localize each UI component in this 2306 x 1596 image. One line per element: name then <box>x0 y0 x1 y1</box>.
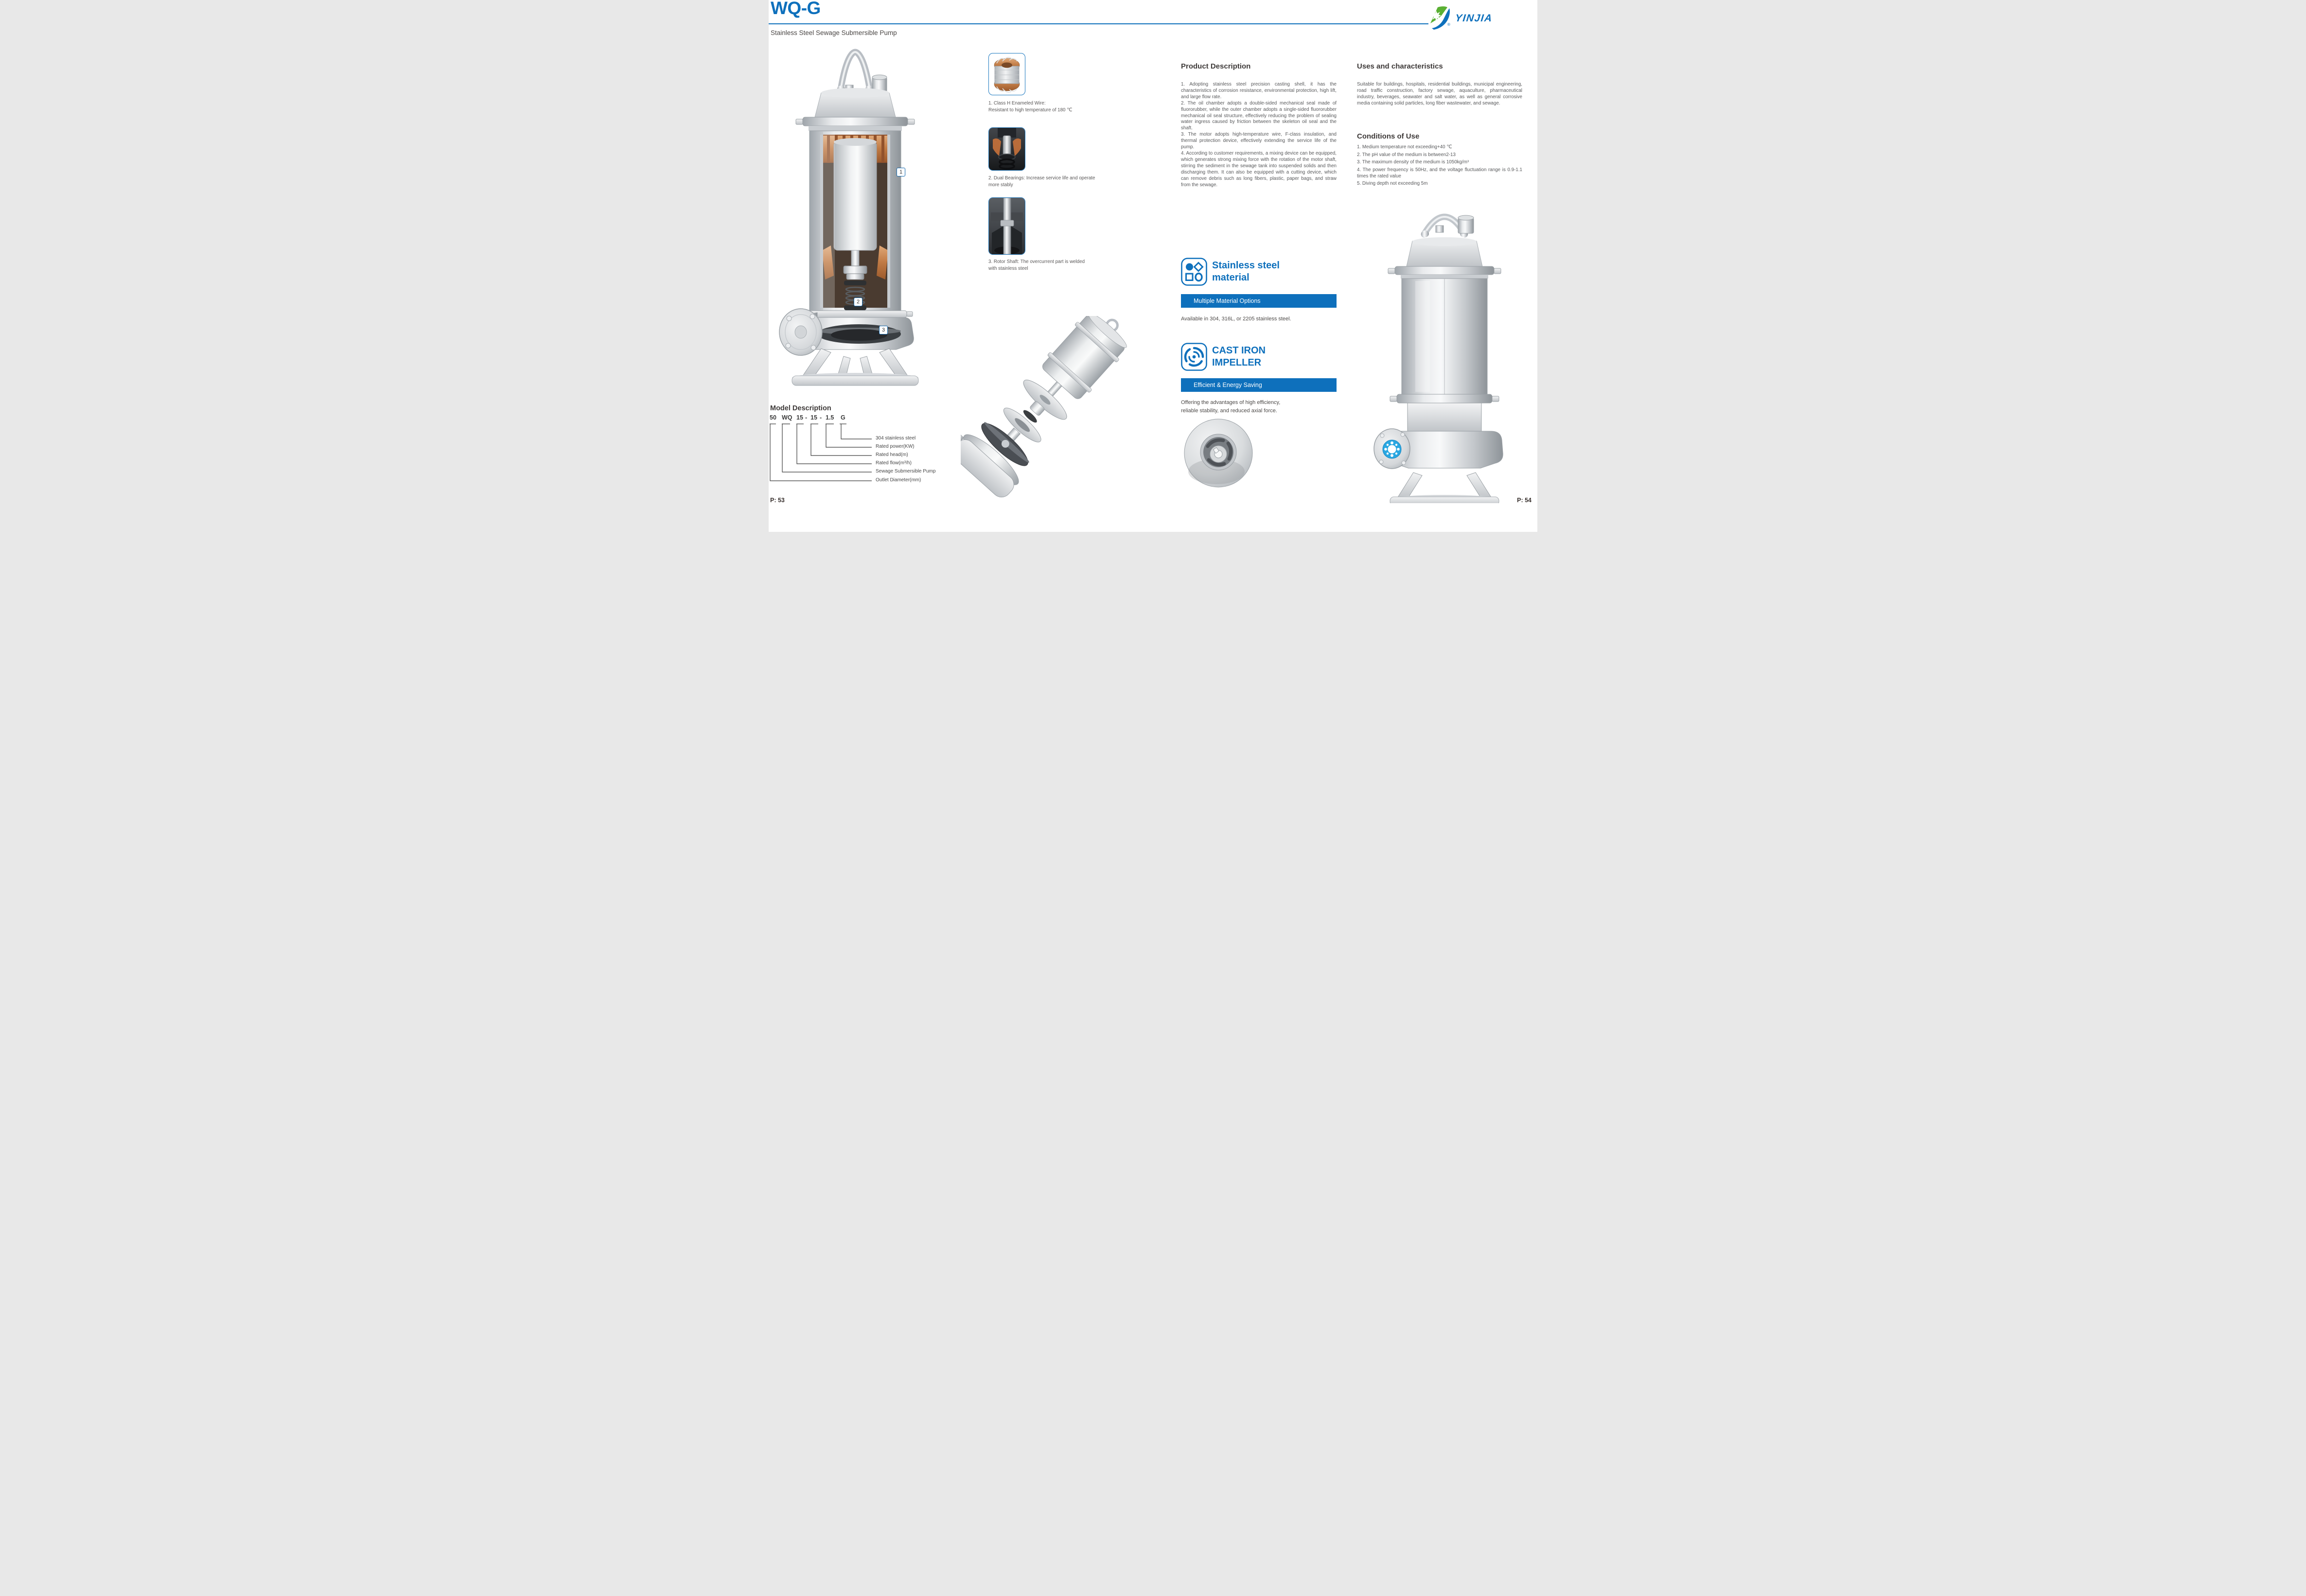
bearing-stack <box>844 266 867 280</box>
callout-1: 1 <box>897 168 905 176</box>
base-plate <box>792 376 918 386</box>
product-paragraph-2: 2. The oil chamber adopts a double-sided mechanical seal made of fluororubber, while the outer chamber adopts a single-sided fluororubber mechanical oil seal structure, effectively reducing the problem of sealing water ingress caused by friction between the skeleton oil seal and the shaft. <box>1181 100 1337 131</box>
feature-caption-1 <box>988 100 1130 114</box>
model-label-flow: Rated flow(m³/h) <box>876 460 912 466</box>
feature-caption-3 <box>988 259 1130 272</box>
product-paragraph-1: 1. Adopting stainless steel precision casting shell, it has the characteristics of corrosion resistance, environmental protection, high lift, and large flow rate. <box>1181 82 1337 100</box>
model-token-flow: 15 <box>796 414 803 421</box>
feature-image-enameled-wire <box>988 53 1025 95</box>
pump-cutaway-svg <box>773 46 938 386</box>
page-subtitle: Stainless Steel Sewage Submersible Pump <box>771 29 897 36</box>
model-token-dash2: - <box>820 414 822 421</box>
impeller-photo <box>1183 417 1255 491</box>
header-rule <box>769 23 1428 24</box>
feature-image-dual-bearings <box>988 127 1025 171</box>
condition-item-4: 4. The power frequency is 50Hz, and the voltage fluctuation range is 0.9-1.1 times the rated value <box>1357 167 1522 179</box>
material-shapes-icon <box>1181 258 1207 286</box>
impeller-note-line2: reliable stability, and reduced axial force. <box>1181 408 1277 414</box>
uses-heading: Uses and characteristics <box>1357 62 1443 70</box>
material-heading-line2: material <box>1212 272 1250 283</box>
condition-item-3: 3. The maximum density of the medium is 1050kg/m³ <box>1357 159 1469 165</box>
model-label-series: Sewage Submersible Pump <box>876 469 936 474</box>
top-flange <box>803 117 908 126</box>
model-label-material: 304 stainless steel <box>876 436 916 441</box>
conditions-list <box>1357 144 1522 188</box>
model-token-series: WQ <box>782 414 792 421</box>
catalog-page <box>769 0 1537 532</box>
model-bracket-lines <box>769 421 944 485</box>
condition-item-1: 1. Medium temperature not exceeding+40 ℃ <box>1357 144 1452 150</box>
impeller-heading-line1: CAST IRON <box>1212 345 1266 356</box>
product-description-body <box>1181 82 1337 188</box>
callout-2: 2 <box>854 298 863 306</box>
condition-item-2: 2. The pH value of the medium is between2-13 <box>1357 152 1456 158</box>
model-token-power: 1.5 <box>826 414 834 421</box>
pump-cutaway-illustration <box>773 46 938 386</box>
product-paragraph-3: 3. The motor adopts high-temperature wire, F-class insulation, and thermal protection device, effectively extending the service life of the pump. <box>1181 132 1337 150</box>
impeller-note <box>1181 399 1341 415</box>
shaft <box>851 250 859 267</box>
page-number-right: P: 54 <box>1517 497 1531 504</box>
impeller-banner: Efficient & Energy Saving <box>1181 378 1337 392</box>
model-label-power: Rated power(KW) <box>876 444 915 449</box>
product-paragraph-4: 4. According to customer requirements, a mixing device can be equipped, which generates strong mixing force with the rotation of the motor shaft, stirring the sediment in the sewage tank into suspended solids and then discharging them. It can also be equipped with a cutting device, which can remove debris such as long fibers, plastic, paper bags, and straw from the sewage. <box>1181 150 1337 188</box>
feature-caption-2-line2: more stably <box>988 182 1013 188</box>
feature-caption-1-line2: Resistant to high temperature of 180 ℃ <box>988 107 1073 113</box>
pump-exploded-view <box>961 316 1140 532</box>
feature-caption-2-line1: 2. Dual Bearings: Increase service life and operate <box>988 175 1095 181</box>
product-description-heading: Product Description <box>1181 62 1251 70</box>
feature-image-rotor-shaft <box>988 197 1025 255</box>
model-label-head: Rated head(m) <box>876 452 908 457</box>
feature-caption-2 <box>988 175 1130 189</box>
model-token-outlet: 50 <box>770 414 776 421</box>
material-banner: Multiple Material Options <box>1181 294 1337 308</box>
model-label-outlet: Outlet Diameter(mm) <box>876 477 921 483</box>
condition-item-5: 5. Diving depth not exceeding 5m <box>1357 181 1428 186</box>
impeller-heading <box>1212 345 1266 369</box>
registered-mark: ® <box>1447 22 1450 27</box>
pump-housing-flange <box>804 311 907 317</box>
page-title: WQ-G <box>771 0 821 18</box>
feature-caption-3-line1: 3. Rotor Shaft: The overcurrent part is welded <box>988 259 1085 264</box>
material-note: Available in 304, 316L, or 2205 stainless steel. <box>1181 316 1291 322</box>
page-number-left: P: 53 <box>770 497 785 504</box>
model-token-dash1: - <box>805 414 808 421</box>
callout-3: 3 <box>879 326 888 334</box>
pump-photo <box>1367 204 1522 503</box>
model-description-heading: Model Description <box>770 404 831 412</box>
feature-caption-3-line2: with stainless steel <box>988 266 1028 271</box>
model-token-material: G <box>841 414 845 421</box>
impeller-heading-line2: IMPELLER <box>1212 357 1262 368</box>
uses-body: Suitable for buildings, hospitals, residential buildings, municipal engineering, road traffic construction, factory sewage, aquaculture, pharmaceutical industry, beverages, seawater and salt water, as well as general corrosive media containing solid particles, long fiber wastewater, and sewage. <box>1357 82 1522 106</box>
brand-name: YINJIA <box>1454 13 1493 24</box>
impeller-swirl-icon <box>1181 343 1207 371</box>
impeller-note-line1: Offering the advantages of high efficiency, <box>1181 400 1281 405</box>
feature-caption-1-line1: 1. Class H Enameled Wire: <box>988 101 1046 106</box>
rotor <box>834 141 877 250</box>
material-heading-line1: Stainless steel <box>1212 260 1280 271</box>
model-token-head: 15 <box>810 414 817 421</box>
material-heading <box>1212 260 1280 284</box>
conditions-heading: Conditions of Use <box>1357 132 1420 140</box>
